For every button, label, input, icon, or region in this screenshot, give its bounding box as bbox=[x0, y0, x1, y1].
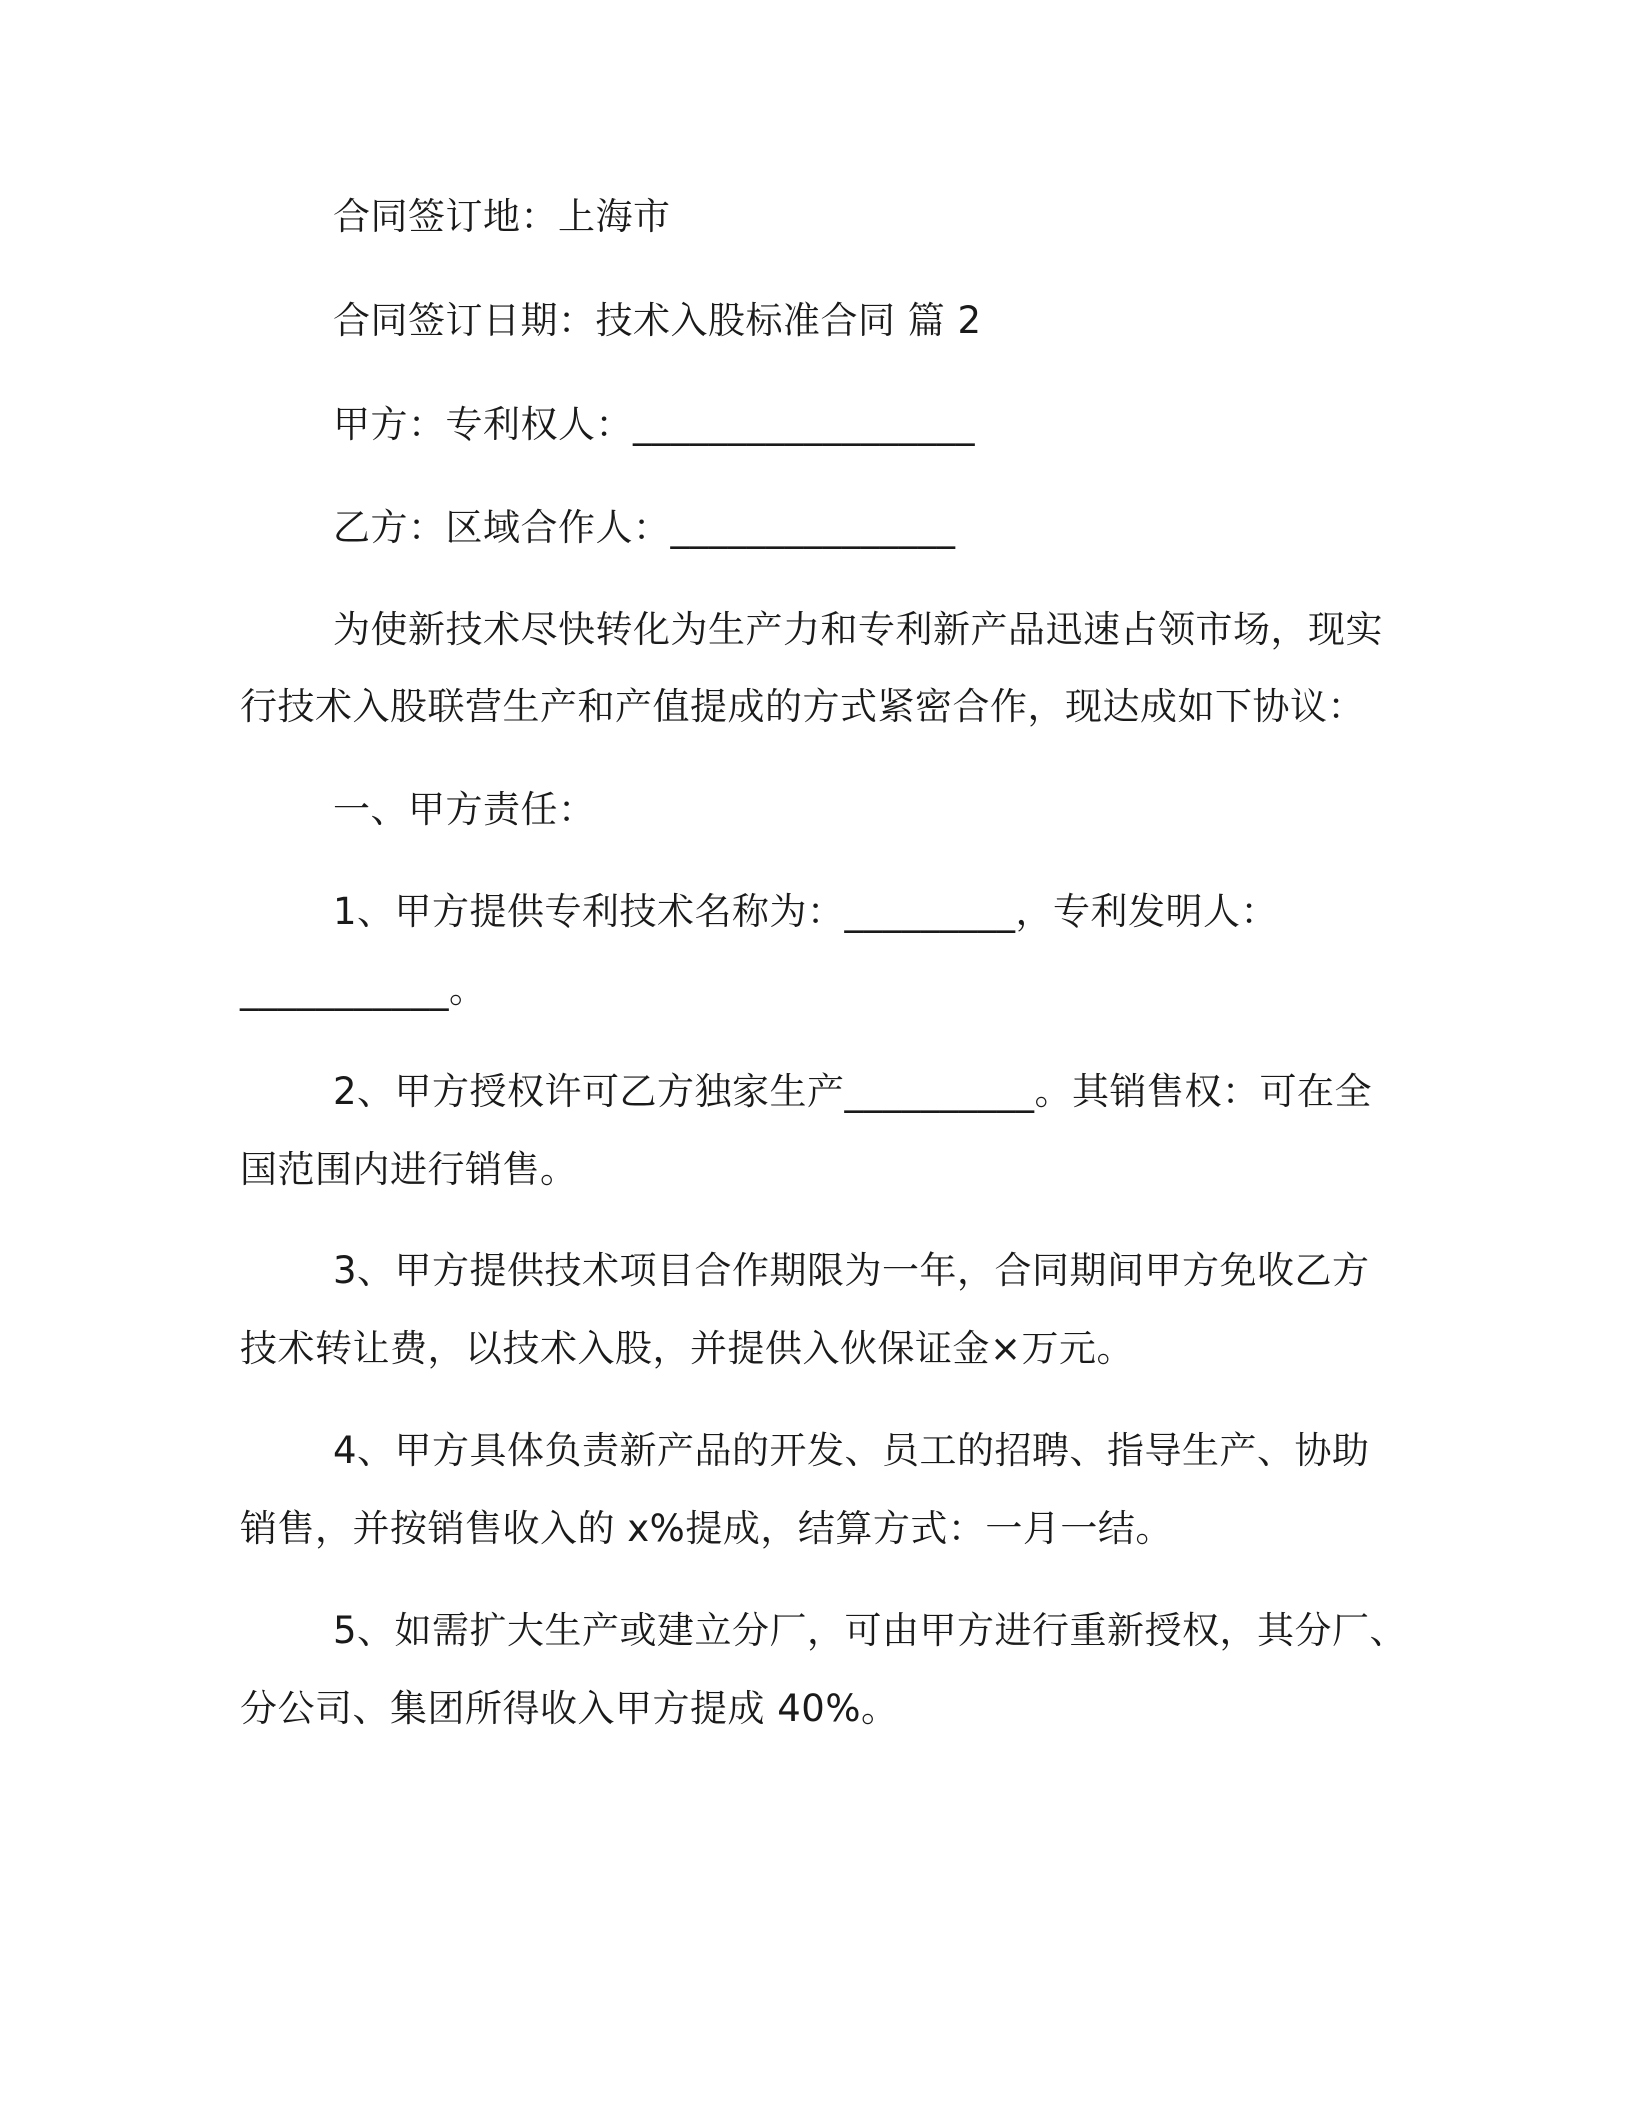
clause-3-line-2: 技术转让费，以技术入股，并提供入伙保证金×万元。 bbox=[240, 1327, 1135, 1370]
clause-4-line-1: 4、甲方具体负责新产品的开发、员工的招聘、指导生产、协助 bbox=[333, 1429, 1370, 1472]
clause-5-line-2: 分公司、集团所得收入甲方提成 40%。 bbox=[240, 1687, 899, 1730]
signing-place: 合同签订地：上海市 bbox=[333, 195, 671, 238]
party-a-line: 甲方：专利权人：__________________ bbox=[333, 403, 975, 446]
preamble-line-2: 行技术入股联营生产和产值提成的方式紧密合作，现达成如下协议： bbox=[240, 685, 1365, 728]
clause-5-line-1: 5、如需扩大生产或建立分厂，可由甲方进行重新授权，其分厂、 bbox=[333, 1609, 1408, 1652]
section-heading-party-a: 一、甲方责任： bbox=[333, 788, 596, 831]
signing-date: 合同签订日期：技术入股标准合同 篇 2 bbox=[333, 299, 982, 342]
clause-1-line-1: 1、甲方提供专利技术名称为：_________，专利发明人： bbox=[333, 890, 1279, 933]
clause-4-line-2: 销售，并按销售收入的 x%提成，结算方式：一月一结。 bbox=[240, 1507, 1173, 1550]
clause-2-line-1: 2、甲方授权许可乙方独家生产__________。其销售权：可在全 bbox=[333, 1070, 1373, 1113]
preamble-line-1: 为使新技术尽快转化为生产力和专利新产品迅速占领市场，现实 bbox=[333, 608, 1383, 651]
clause-1-line-2: ___________。 bbox=[240, 968, 487, 1011]
clause-3-line-1: 3、甲方提供技术项目合作期限为一年，合同期间甲方免收乙方 bbox=[333, 1249, 1370, 1292]
clause-2-line-2: 国范围内进行销售。 bbox=[240, 1148, 578, 1191]
party-b-line: 乙方：区域合作人：_______________ bbox=[333, 506, 956, 549]
